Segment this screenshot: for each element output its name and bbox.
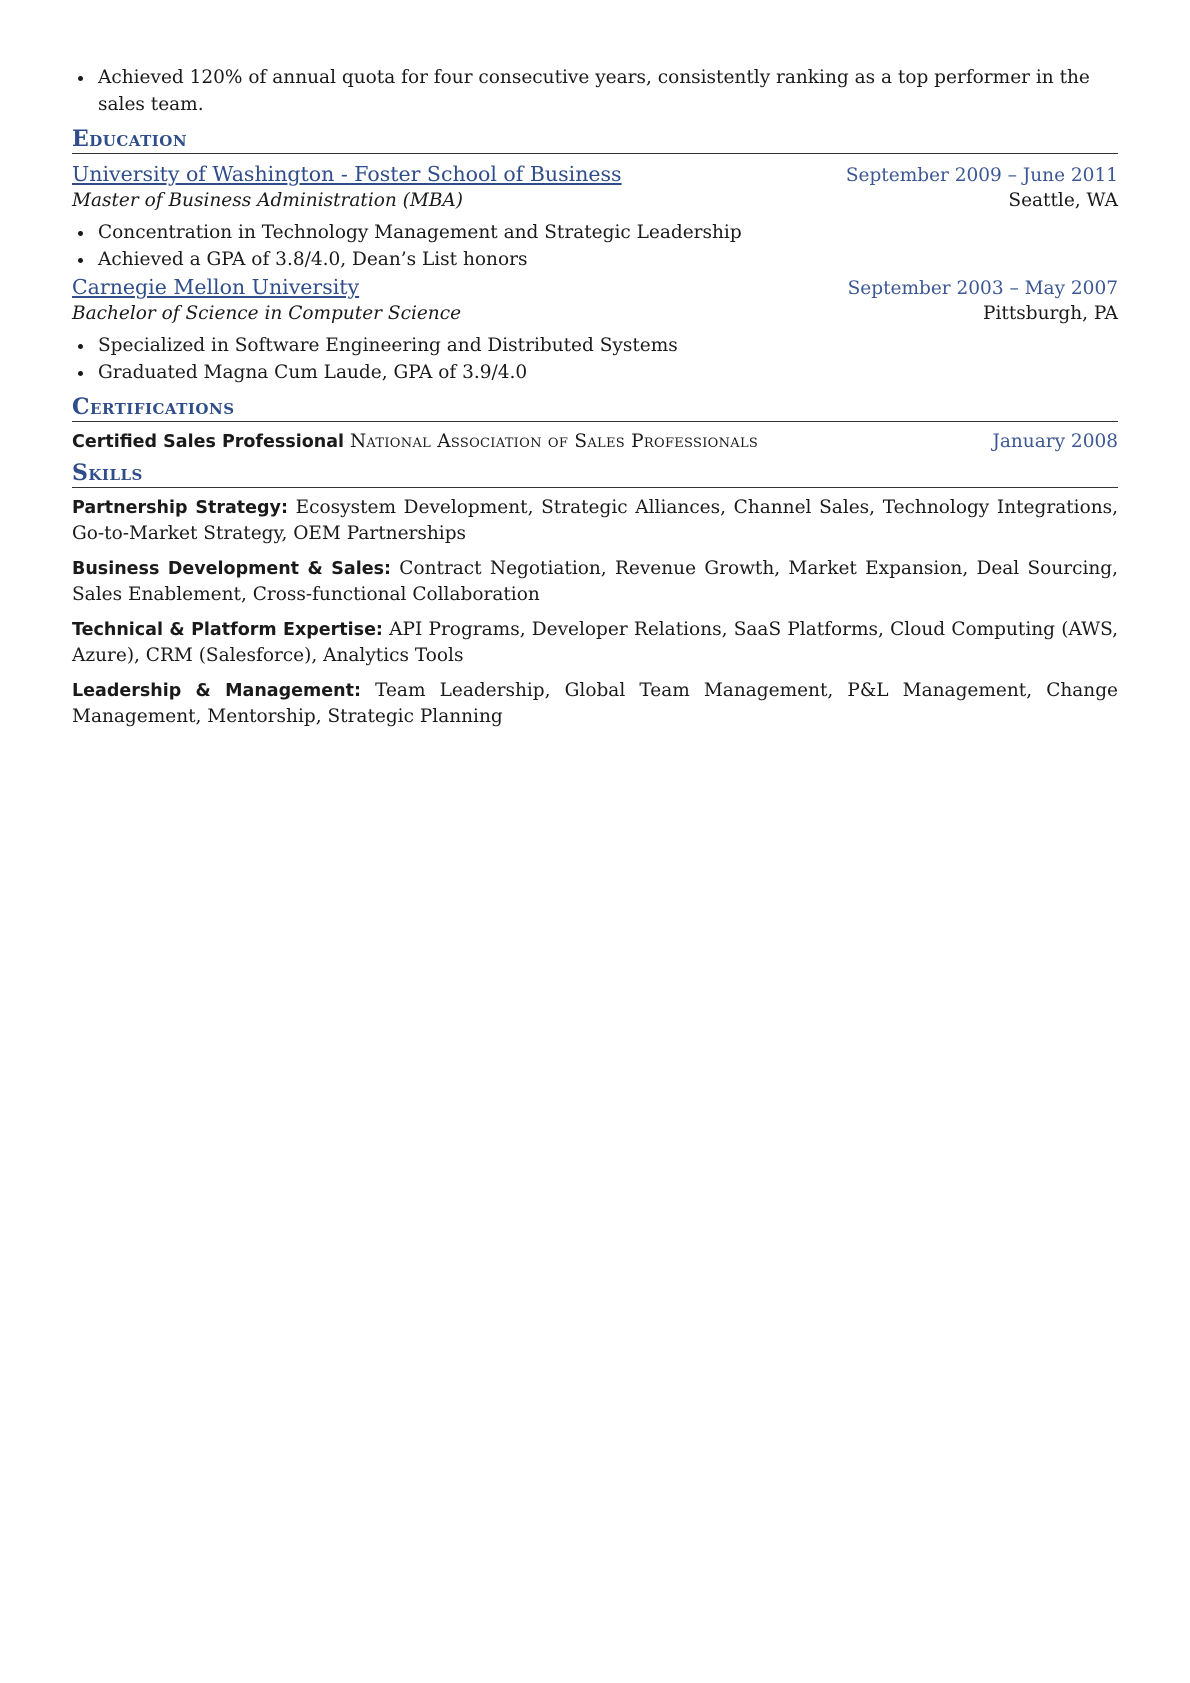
experience-bullet-list xyxy=(72,64,1118,118)
certifications-heading: Certifications xyxy=(72,394,1118,422)
location: Seattle, WA xyxy=(1008,190,1118,211)
skill-group-items: Ecosystem Development, Strategic Alliances, Channel Sales, Technology Integrations, Go-to-Market Strategy, OEM Partnerships xyxy=(72,497,1119,544)
education-entry xyxy=(72,162,1118,273)
education-bullet: Achieved a GPA of 3.8/4.0, Dean’s List honors xyxy=(72,246,1118,273)
skill-group xyxy=(72,556,1118,608)
school-link[interactable]: Carnegie Mellon University xyxy=(72,275,360,299)
education-dates: September 2009 – June 2011 xyxy=(845,165,1118,186)
education-bullet-list xyxy=(72,219,1118,273)
education-bullet-list xyxy=(72,332,1118,386)
certification-date: January 2008 xyxy=(992,431,1118,452)
skill-group-label: Partnership Strategy: xyxy=(72,498,288,518)
degree: Bachelor of Science in Computer Science xyxy=(72,303,462,324)
skill-group-label: Technical & Platform Expertise: xyxy=(72,620,383,640)
skill-group xyxy=(72,678,1118,730)
certification-title: Certified Sales Professional xyxy=(72,432,345,452)
experience-bullet: Achieved 120% of annual quota for four consecutive years, consistently ranking as a top performer in the sales team. xyxy=(72,64,1118,118)
resume-page xyxy=(72,64,1118,739)
education-dates: September 2003 – May 2007 xyxy=(847,278,1118,299)
skills-heading: Skills xyxy=(72,460,1118,488)
certification-org: National Association of Sales Professionals xyxy=(349,431,759,452)
skill-group-label: Business Development & Sales: xyxy=(72,559,391,579)
education-bullet: Graduated Magna Cum Laude, GPA of 3.9/4.0 xyxy=(72,359,1118,386)
education-bullet: Concentration in Technology Management and Strategic Leadership xyxy=(72,219,1118,246)
location: Pittsburgh, PA xyxy=(983,303,1118,324)
skill-group xyxy=(72,617,1118,669)
certification-item xyxy=(72,431,1118,452)
skill-group-items: Contract Negotiation, Revenue Growth, Market Expansion, Deal Sourcing, Sales Enablement, Cross-functional Collaboration xyxy=(72,558,1118,605)
education-entry xyxy=(72,275,1118,386)
degree: Master of Business Administration (MBA) xyxy=(72,190,464,211)
skill-group-items: Team Leadership, Global Team Management, P&L Management, Change Management, Mentorship, Strategic Planning xyxy=(72,680,1119,727)
skill-group-label: Leadership & Management: xyxy=(72,681,361,701)
skill-group-items: API Programs, Developer Relations, SaaS Platforms, Cloud Computing (AWS, Azure), CRM (Salesforce), Analytics Tools xyxy=(72,619,1118,666)
school-link[interactable]: University of Washington - Foster School of Business xyxy=(72,162,622,186)
education-bullet: Specialized in Software Engineering and Distributed Systems xyxy=(72,332,1118,359)
education-heading: Education xyxy=(72,126,1118,154)
skill-group xyxy=(72,495,1118,547)
